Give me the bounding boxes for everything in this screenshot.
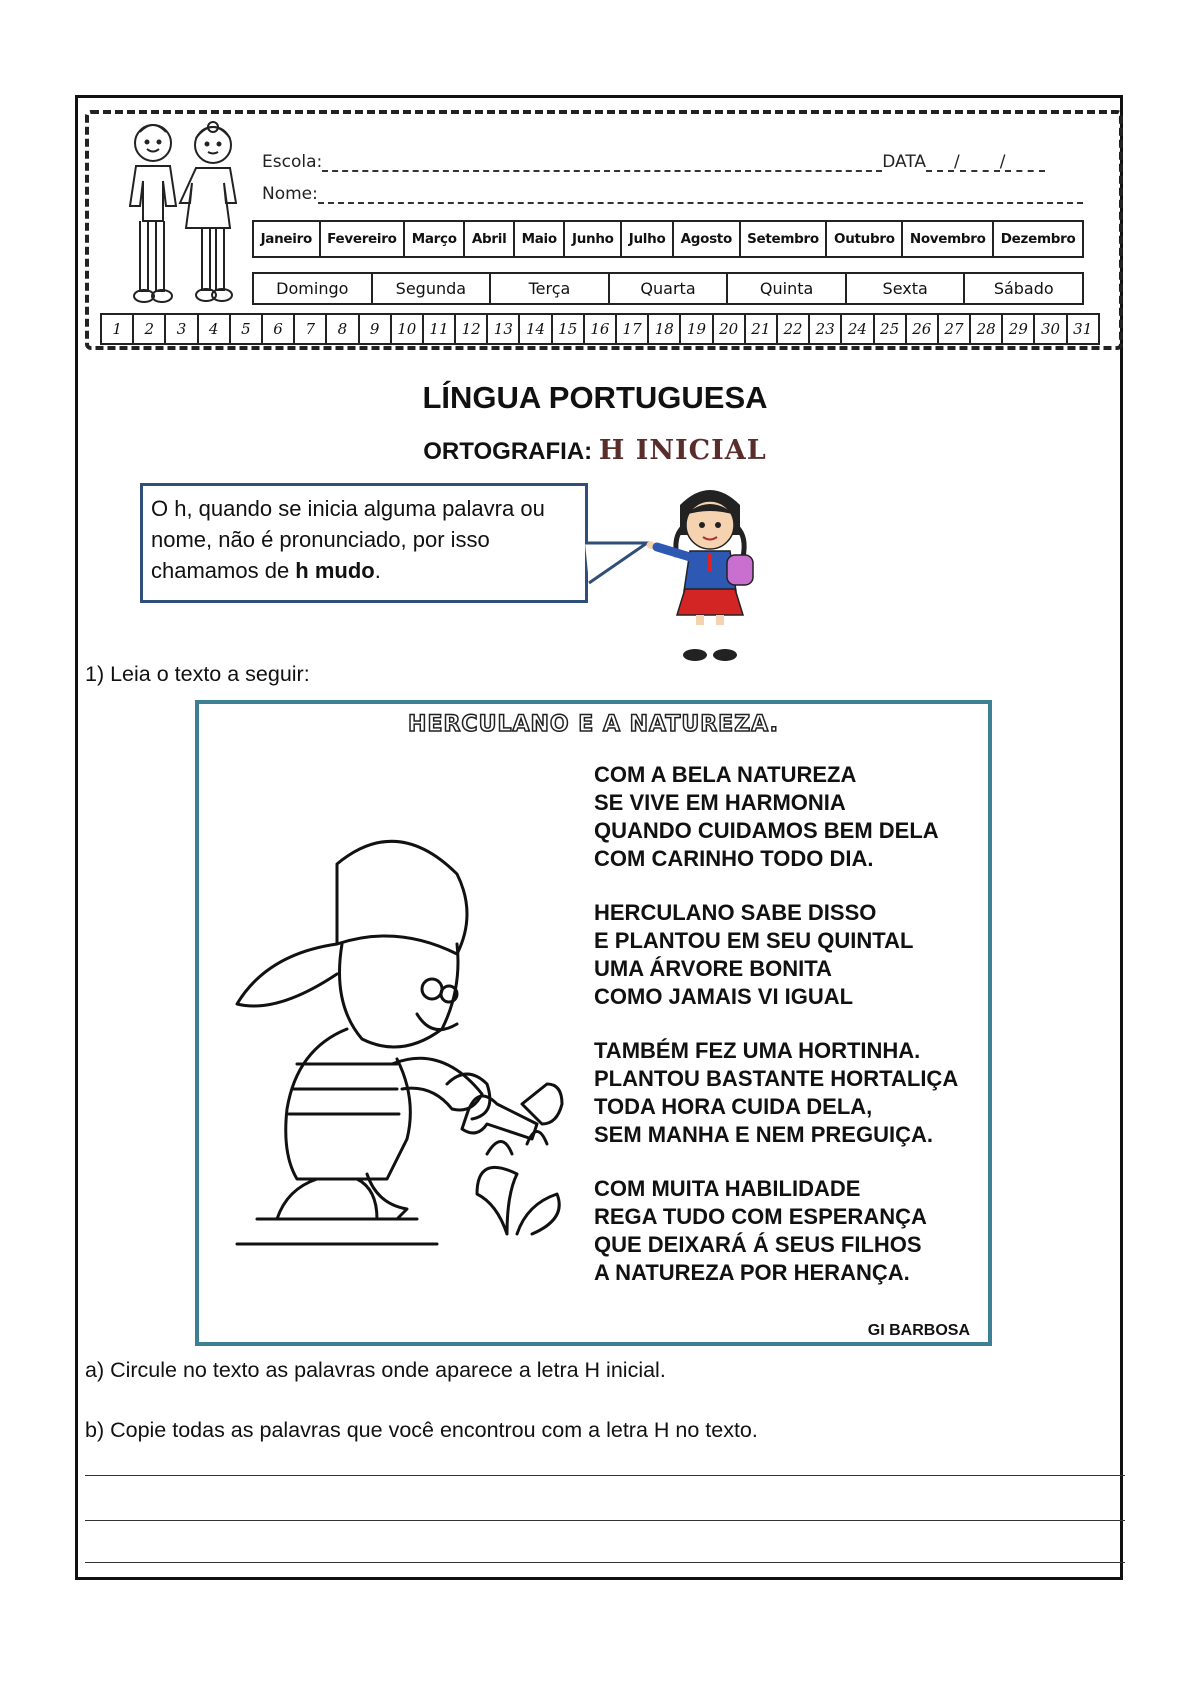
month-cell[interactable]: Junho [565, 222, 622, 256]
bubble-text: O h, quando se inicia alguma palavra ou nome, não é pronunciado, por isso chamamos de [151, 496, 545, 583]
poem-author: GI BARBOSA [867, 1322, 970, 1339]
month-cell[interactable]: Março [405, 222, 465, 256]
poem-line: COM MUITA HABILIDADE [594, 1176, 861, 1201]
day-cell[interactable]: 27 [939, 315, 971, 343]
month-cell[interactable]: Julho [622, 222, 674, 256]
subject-title: LÍNGUA PORTUGUESA [422, 380, 768, 415]
answer-line[interactable] [85, 1562, 1125, 1563]
poem-line: HERCULANO SABE DISSO [594, 900, 877, 925]
day-cell[interactable]: 18 [649, 315, 681, 343]
name-field[interactable] [262, 184, 1083, 204]
day-cell[interactable]: 4 [199, 315, 231, 343]
day-cell[interactable]: 28 [971, 315, 1003, 343]
poem-stanza-4 [594, 1175, 927, 1287]
weekday-cell[interactable]: Terça [491, 274, 610, 303]
name-label: Nome: [262, 184, 318, 204]
day-cell[interactable]: 6 [263, 315, 295, 343]
date-label: DATA [882, 152, 927, 172]
school-label: Escola: [262, 152, 323, 172]
day-cell[interactable]: 23 [810, 315, 842, 343]
poem-line: COM CARINHO TODO DIA. [594, 846, 874, 871]
weekday-cell[interactable]: Segunda [373, 274, 492, 303]
poem-title: HERCULANO E A NATUREZA. [408, 712, 779, 737]
days-row [100, 313, 1100, 345]
question-b: b) Copie todas as palavras que você encontrou com a letra H no texto. [85, 1418, 758, 1442]
month-cell[interactable]: Setembro [741, 222, 828, 256]
kids-illustration [118, 118, 248, 313]
day-cell[interactable]: 24 [842, 315, 874, 343]
day-cell[interactable]: 3 [166, 315, 198, 343]
day-cell[interactable]: 31 [1073, 320, 1093, 338]
day-cell[interactable]: 9 [360, 315, 392, 343]
poem-line: QUANDO CUIDAMOS BEM DELA [594, 818, 939, 843]
answer-line[interactable] [85, 1520, 1125, 1521]
poem-line: TAMBÉM FEZ UMA HORTINHA. [594, 1038, 921, 1063]
day-cell[interactable]: 16 [585, 315, 617, 343]
day-cell[interactable]: 19 [681, 315, 713, 343]
weekday-cell[interactable]: Sexta [847, 274, 966, 303]
day-cell[interactable]: 7 [295, 315, 327, 343]
day-cell[interactable]: 25 [875, 315, 907, 343]
topic-highlight: H INICIAL [598, 435, 767, 466]
weekday-cell[interactable]: Quarta [610, 274, 729, 303]
poem-line: SEM MANHA E NEM PREGUIÇA. [594, 1122, 933, 1147]
poem-line: A NATUREZA POR HERANÇA. [594, 1260, 910, 1285]
poem-stanza-1 [594, 761, 939, 873]
day-cell[interactable]: 2 [134, 315, 166, 343]
month-cell[interactable]: Maio [515, 222, 565, 256]
month-cell[interactable]: Fevereiro [321, 222, 406, 256]
poem-line: PLANTOU BASTANTE HORTALIÇA [594, 1066, 959, 1091]
poem-line: QUE DEIXARÁ Á SEUS FILHOS [594, 1232, 922, 1257]
day-cell[interactable]: 20 [714, 315, 746, 343]
day-cell[interactable]: 15 [553, 315, 585, 343]
month-cell[interactable]: Dezembro [1000, 231, 1076, 247]
poem-line: E PLANTOU EM SEU QUINTAL [594, 928, 914, 953]
day-cell[interactable]: 30 [1035, 315, 1067, 343]
poem-box [195, 700, 992, 1346]
day-cell[interactable]: 29 [1003, 315, 1035, 343]
poem-line: UMA ÁRVORE BONITA [594, 956, 832, 981]
question-1: 1) Leia o texto a seguir: [85, 662, 310, 686]
month-cell[interactable]: Agosto [674, 222, 741, 256]
speech-bubble [140, 483, 588, 603]
question-a: a) Circule no texto as palavras onde aparece a letra H inicial. [85, 1358, 666, 1382]
day-cell[interactable]: 12 [456, 315, 488, 343]
bubble-end: . [374, 558, 381, 583]
month-cell[interactable]: Novembro [903, 222, 994, 256]
weekday-cell[interactable]: Quinta [728, 274, 847, 303]
day-cell[interactable]: 1 [102, 315, 134, 343]
day-cell[interactable]: 8 [327, 315, 359, 343]
poem-line: REGA TUDO COM ESPERANÇA [594, 1204, 927, 1229]
day-cell[interactable]: 14 [520, 315, 552, 343]
month-cell[interactable]: Janeiro [254, 222, 321, 256]
weekdays-row [252, 272, 1084, 305]
weekday-cell[interactable]: Sábado [993, 279, 1054, 298]
day-cell[interactable]: 21 [746, 315, 778, 343]
topic-title [0, 435, 1190, 466]
poem-stanza-2 [594, 899, 913, 1011]
day-cell[interactable]: 26 [907, 315, 939, 343]
day-cell[interactable]: 22 [778, 315, 810, 343]
day-cell[interactable]: 17 [617, 315, 649, 343]
date-separator: / [954, 152, 960, 172]
poem-line: TODA HORA CUIDA DELA, [594, 1094, 873, 1119]
month-cell[interactable]: Abril [465, 222, 515, 256]
day-cell[interactable]: 13 [488, 315, 520, 343]
day-cell[interactable]: 11 [424, 315, 456, 343]
month-cell[interactable]: Outubro [827, 222, 903, 256]
topic-prefix: ORTOGRAFIA: [423, 438, 593, 465]
girl-illustration [645, 485, 770, 670]
date-separator: / [999, 152, 1006, 172]
months-row [252, 220, 1084, 258]
poem-stanza-3 [594, 1037, 958, 1149]
weekday-cell[interactable]: Domingo [254, 274, 373, 303]
day-cell[interactable]: 5 [231, 315, 263, 343]
poem-line: COM A BELA NATUREZA [594, 762, 857, 787]
answer-line[interactable] [85, 1475, 1125, 1476]
poem-line: COMO JAMAIS VI IGUAL [594, 984, 854, 1009]
day-cell[interactable]: 10 [392, 315, 424, 343]
bubble-bold: h mudo [295, 558, 375, 583]
school-field[interactable] [262, 152, 1045, 172]
poem-line: SE VIVE EM HARMONIA [594, 790, 846, 815]
boy-watering-plant-illustration [217, 814, 582, 1254]
